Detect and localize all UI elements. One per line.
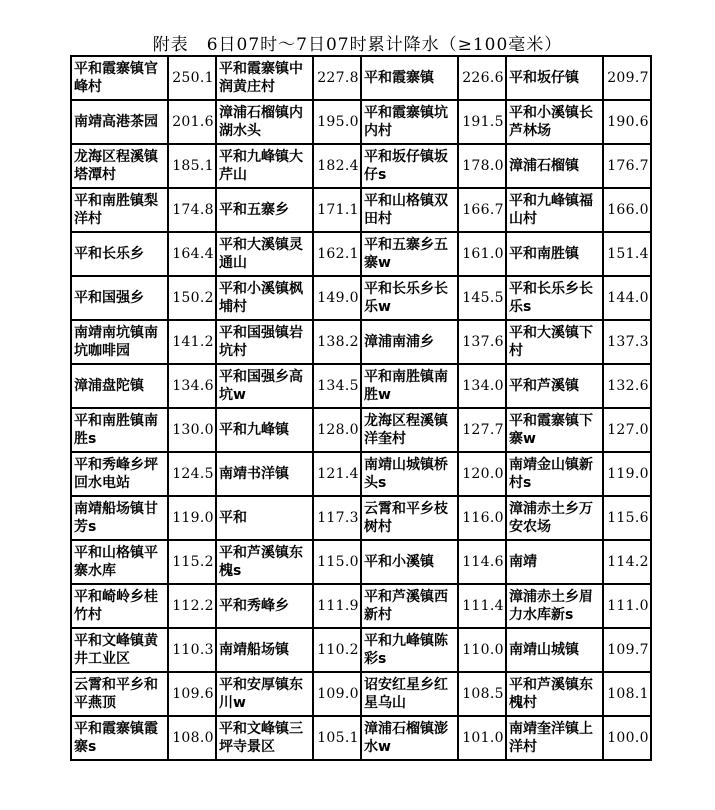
precipitation-value: 115.6	[603, 496, 651, 540]
station-name: 平和霞寨镇霞寨s	[71, 716, 168, 760]
station-name: 平和九峰镇	[216, 408, 313, 452]
precipitation-value: 115.2	[168, 540, 216, 584]
precipitation-value: 101.0	[458, 716, 506, 760]
precipitation-value: 100.0	[603, 716, 651, 760]
precipitation-value: 117.3	[313, 496, 361, 540]
station-name: 平和芦溪镇东槐s	[216, 540, 313, 584]
station-name: 平和五寨乡五寨w	[361, 232, 458, 276]
station-name: 南靖山城镇桥头s	[361, 452, 458, 496]
table-row	[71, 56, 651, 100]
precipitation-value: 144.0	[603, 276, 651, 320]
station-name: 平和九峰镇陈彩s	[361, 628, 458, 672]
station-name: 南靖山城镇	[506, 628, 603, 672]
precipitation-value: 128.0	[313, 408, 361, 452]
precipitation-value: 195.0	[313, 100, 361, 144]
station-name: 南靖奎洋镇上洋村	[506, 716, 603, 760]
precipitation-value: 134.6	[168, 364, 216, 408]
table-row	[71, 452, 651, 496]
precipitation-value: 134.5	[313, 364, 361, 408]
precipitation-value: 108.0	[168, 716, 216, 760]
precipitation-value: 191.5	[458, 100, 506, 144]
precipitation-value: 110.0	[458, 628, 506, 672]
precipitation-value: 178.0	[458, 144, 506, 188]
precipitation-value: 121.4	[313, 452, 361, 496]
station-name: 平和文峰镇黄井工业区	[71, 628, 168, 672]
precipitation-value: 114.6	[458, 540, 506, 584]
precipitation-value: 134.0	[458, 364, 506, 408]
station-name: 平和坂仔镇	[506, 56, 603, 100]
precipitation-value: 190.6	[603, 100, 651, 144]
station-name: 南靖南坑镇南坑咖啡园	[71, 320, 168, 364]
table-row	[71, 584, 651, 628]
station-name: 平和坂仔镇坂仔s	[361, 144, 458, 188]
station-name: 漳浦赤土乡万安农场	[506, 496, 603, 540]
station-name: 诏安红星乡红星乌山	[361, 672, 458, 716]
station-name: 平和南胜镇南胜w	[361, 364, 458, 408]
precipitation-value: 174.8	[168, 188, 216, 232]
station-name: 平和霞寨镇	[361, 56, 458, 100]
station-name: 平和芦溪镇西新村	[361, 584, 458, 628]
precipitation-value: 132.6	[603, 364, 651, 408]
station-name: 平和霞寨镇坑内村	[361, 100, 458, 144]
station-name: 漳浦石榴镇内湖水头	[216, 100, 313, 144]
station-name: 平和安厚镇东川w	[216, 672, 313, 716]
station-name: 平和小溪镇长芦林场	[506, 100, 603, 144]
precipitation-value: 115.0	[313, 540, 361, 584]
station-name: 平和长乐乡长乐s	[506, 276, 603, 320]
station-name: 平和九峰镇福山村	[506, 188, 603, 232]
precipitation-value: 138.2	[313, 320, 361, 364]
station-name: 龙海区程溪镇洋奎村	[361, 408, 458, 452]
precipitation-value: 112.2	[168, 584, 216, 628]
station-name: 平和山格镇平寨水库	[71, 540, 168, 584]
station-name: 平和文峰镇三坪寺景区	[216, 716, 313, 760]
station-name: 平和芦溪镇东槐村	[506, 672, 603, 716]
precipitation-value: 109.7	[603, 628, 651, 672]
precipitation-value: 108.1	[603, 672, 651, 716]
station-name: 漳浦石榴镇澎水w	[361, 716, 458, 760]
precipitation-value: 166.0	[603, 188, 651, 232]
precipitation-value: 109.0	[313, 672, 361, 716]
station-name: 平和	[216, 496, 313, 540]
precipitation-value: 250.1	[168, 56, 216, 100]
precipitation-value: 137.6	[458, 320, 506, 364]
precipitation-value: 108.5	[458, 672, 506, 716]
station-name: 漳浦石榴镇	[506, 144, 603, 188]
table-row	[71, 364, 651, 408]
station-name: 漳浦赤土乡眉力水库新s	[506, 584, 603, 628]
station-name: 平和崎岭乡桂竹村	[71, 584, 168, 628]
precipitation-value: 119.0	[168, 496, 216, 540]
station-name: 平和长乐乡长乐w	[361, 276, 458, 320]
table-row	[71, 672, 651, 716]
station-name: 南靖船场镇甘芳s	[71, 496, 168, 540]
precipitation-value: 182.4	[313, 144, 361, 188]
precipitation-value: 114.2	[603, 540, 651, 584]
station-name: 龙海区程溪镇塔潭村	[71, 144, 168, 188]
precipitation-value: 171.1	[313, 188, 361, 232]
station-name: 平和山格镇双田村	[361, 188, 458, 232]
table-row	[71, 628, 651, 672]
precipitation-value: 127.7	[458, 408, 506, 452]
table-title: 附表 6日07时～7日07时累计降水（≥100毫米）	[152, 35, 563, 55]
station-name: 南靖高港茶园	[71, 100, 168, 144]
table-row	[71, 188, 651, 232]
precipitation-value: 201.6	[168, 100, 216, 144]
station-name: 平和九峰镇大芹山	[216, 144, 313, 188]
table-row	[71, 100, 651, 144]
precipitation-value: 227.8	[313, 56, 361, 100]
precipitation-value: 164.4	[168, 232, 216, 276]
table-row	[71, 716, 651, 760]
precipitation-value: 105.1	[313, 716, 361, 760]
precipitation-value: 161.0	[458, 232, 506, 276]
precipitation-value: 111.9	[313, 584, 361, 628]
station-name: 平和芦溪镇	[506, 364, 603, 408]
station-name: 南靖金山镇新村s	[506, 452, 603, 496]
precipitation-value: 141.2	[168, 320, 216, 364]
station-name: 云霄和平乡和平燕顶	[71, 672, 168, 716]
station-name: 平和霞寨镇官峰村	[71, 56, 168, 100]
station-name: 平和小溪镇枫埔村	[216, 276, 313, 320]
precipitation-value: 109.6	[168, 672, 216, 716]
station-name: 平和南胜镇	[506, 232, 603, 276]
table-row	[71, 496, 651, 540]
precipitation-value: 110.3	[168, 628, 216, 672]
station-name: 平和国强乡	[71, 276, 168, 320]
precipitation-value: 137.3	[603, 320, 651, 364]
station-name: 平和南胜镇南胜s	[71, 408, 168, 452]
precipitation-value: 127.0	[603, 408, 651, 452]
station-name: 平和五寨乡	[216, 188, 313, 232]
precipitation-value: 176.7	[603, 144, 651, 188]
precipitation-value: 151.4	[603, 232, 651, 276]
precipitation-value: 226.6	[458, 56, 506, 100]
precipitation-value: 119.0	[603, 452, 651, 496]
station-name: 平和秀峰乡	[216, 584, 313, 628]
station-name: 平和大溪镇灵通山	[216, 232, 313, 276]
station-name: 平和霞寨镇下寨w	[506, 408, 603, 452]
station-name: 南靖	[506, 540, 603, 584]
station-name: 平和大溪镇下村	[506, 320, 603, 364]
station-name: 南靖书洋镇	[216, 452, 313, 496]
precipitation-value: 120.0	[458, 452, 506, 496]
table-row	[71, 276, 651, 320]
precipitation-value: 209.7	[603, 56, 651, 100]
precipitation-value: 111.0	[603, 584, 651, 628]
table-row	[71, 540, 651, 584]
precipitation-value: 185.1	[168, 144, 216, 188]
precipitation-value: 162.1	[313, 232, 361, 276]
precipitation-value: 110.2	[313, 628, 361, 672]
station-name: 平和秀峰乡坪回水电站	[71, 452, 168, 496]
station-name: 平和霞寨镇中润黄庄村	[216, 56, 313, 100]
precipitation-value: 166.7	[458, 188, 506, 232]
table-row	[71, 232, 651, 276]
station-name: 漳浦南浦乡	[361, 320, 458, 364]
table-row	[71, 144, 651, 188]
station-name: 南靖船场镇	[216, 628, 313, 672]
station-name: 漳浦盘陀镇	[71, 364, 168, 408]
precipitation-value: 111.4	[458, 584, 506, 628]
station-name: 云霄和平乡枝树村	[361, 496, 458, 540]
precipitation-value: 145.5	[458, 276, 506, 320]
precipitation-value: 130.0	[168, 408, 216, 452]
table-body	[71, 56, 651, 760]
station-name: 平和国强乡高坑w	[216, 364, 313, 408]
station-name: 平和国强镇岩坑村	[216, 320, 313, 364]
precipitation-table	[70, 55, 652, 761]
precipitation-value: 124.5	[168, 452, 216, 496]
station-name: 平和南胜镇梨洋村	[71, 188, 168, 232]
precipitation-value: 116.0	[458, 496, 506, 540]
station-name: 平和长乐乡	[71, 232, 168, 276]
table-row	[71, 408, 651, 452]
precipitation-value: 149.0	[313, 276, 361, 320]
precipitation-value: 150.2	[168, 276, 216, 320]
table-row	[71, 320, 651, 364]
station-name: 平和小溪镇	[361, 540, 458, 584]
